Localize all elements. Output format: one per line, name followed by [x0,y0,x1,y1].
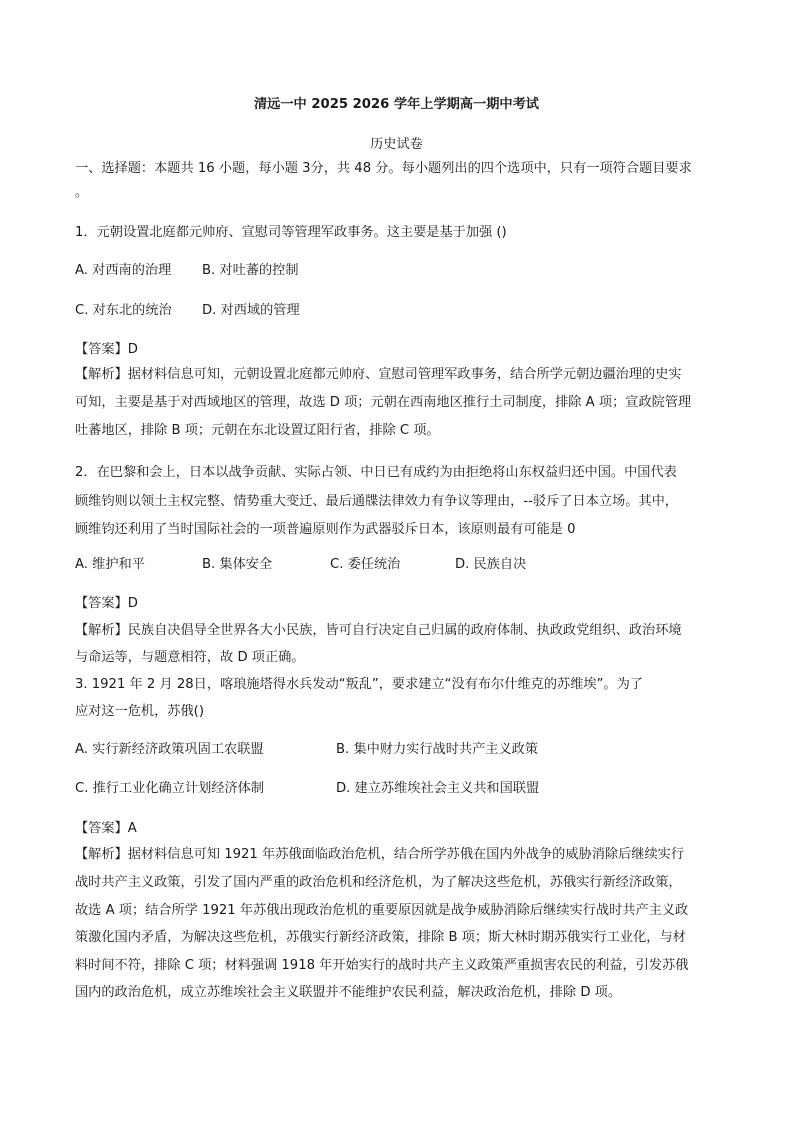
question-3-analysis-line: 故选 A 项；结合所学 1921 年苏俄出现政治危机的重要原因就是战争威胁消除后继续实行战时共产主义政 [75,903,689,918]
question-1-stem: 1．元朝设置北庭都元帅府、宣慰司等管理军政事务。这主要是基于加强 () [75,225,507,240]
question-2-option-d: D. 民族自决 [455,557,527,572]
question-3-option-c: C. 推行工业化确立计划经济体制 [75,781,265,796]
question-1-option-d: D. 对西域的管理 [202,303,300,318]
exam-subtitle: 历史试卷 [370,137,423,152]
question-1-analysis-line: 【解析】据材料信息可知，元朝设置北庭都元帅府、宣慰司管理军政事务，结合所学元朝边疆治理的史实 [75,367,682,382]
question-2-analysis-line: 与命运等，与题意相符，故 D 项正确。 [75,650,305,665]
section-instruction-end: 。 [75,185,89,200]
question-3-option-b: B. 集中财力实行战时共产主义政策 [336,742,539,757]
question-1-option-c: C. 对东北的统治 [75,303,172,318]
question-3-analysis-line: 料时间不符，排除 C 项；材料强调 1918 年开始实行的战时共产主义政策严重损害农民的利益，引发苏俄 [75,958,689,973]
section-instruction: 一、选择题：本题共 16 小题，每小题 3分，共 48 分。每小题列出的四个选项中，只有一项符合题目要求 [75,161,692,176]
question-2-stem-line: 顾维钧还利用了当时国际社会的一项普遍原则作为武器驳斥日本，该原则最有可能是 0 [75,522,576,537]
question-3-option-d: D. 建立苏维埃社会主义共和国联盟 [336,781,540,796]
question-3-option-a: A. 实行新经济政策巩固工农联盟 [75,742,264,757]
question-3-analysis-line: 战时共产主义政策，引发了国内严重的政治危机和经济危机，为了解决这些危机，苏俄实行新经济政策， [75,875,682,890]
question-2-analysis-line: 【解析】民族自决倡导全世界各大小民族，皆可自行决定自己归属的政府体制、执政政党组织、政治环境 [75,623,682,638]
question-3-stem-line: 应对这一危机，苏俄() [75,704,204,719]
question-3-analysis-line: 策激化国内矛盾，为解决这些危机，苏俄实行新经济政策，排除 B 项；斯大林时期苏俄实行工业化，与材 [75,930,686,945]
question-2-stem-line: 顾维钧则以领土主权完整、情势重大变迁、最后通牒法律效力有争议等理由，--驳斥了日本立场。其中， [75,494,678,509]
question-1-option-a: A. 对西南的治理 [75,263,172,278]
question-3-analysis-line: 【解析】据材料信息可知 1921 年苏俄面临政治危机，结合所学苏俄在国内外战争的威胁消除后继续实行 [75,847,685,862]
question-3-analysis-line: 国内的政治危机，成立苏维埃社会主义联盟并不能维护农民利益，解决政治危机，排除 D 项。 [75,985,622,1000]
question-2-option-b: B. 集体安全 [202,557,273,572]
question-1-option-b: B. 对吐蕃的控制 [202,263,299,278]
question-2-stem-line: 2．在巴黎和会上，日本以战争贡献、实际占领、中日已有成约为由拒绝将山东权益归还中国。中国代表 [75,465,677,480]
question-1-answer: 【答案】D [75,342,138,357]
question-1-analysis-line: 可知，主要是基于对西域地区的管理，故选 D 项；元朝在西南地区推行土司制度，排除 A 项；宣政院管理 [75,395,692,410]
question-2-option-c: C. 委任统治 [330,557,401,572]
question-2-option-a: A. 维护和平 [75,557,145,572]
question-3-stem-line: 3. 1921 年 2 月 28日，喀琅施塔得水兵发动“叛乱”，要求建立“没有布尔什维克的苏维埃”。为了 [75,677,643,692]
question-2-answer: 【答案】D [75,596,138,611]
exam-title: 清远一中 2025 2026 学年上学期高一期中考试 [254,97,539,112]
question-1-analysis-line: 吐蕃地区，排除 B 项；元朝在东北设置辽阳行省，排除 C 项。 [75,423,440,438]
question-3-answer: 【答案】A [75,821,137,836]
